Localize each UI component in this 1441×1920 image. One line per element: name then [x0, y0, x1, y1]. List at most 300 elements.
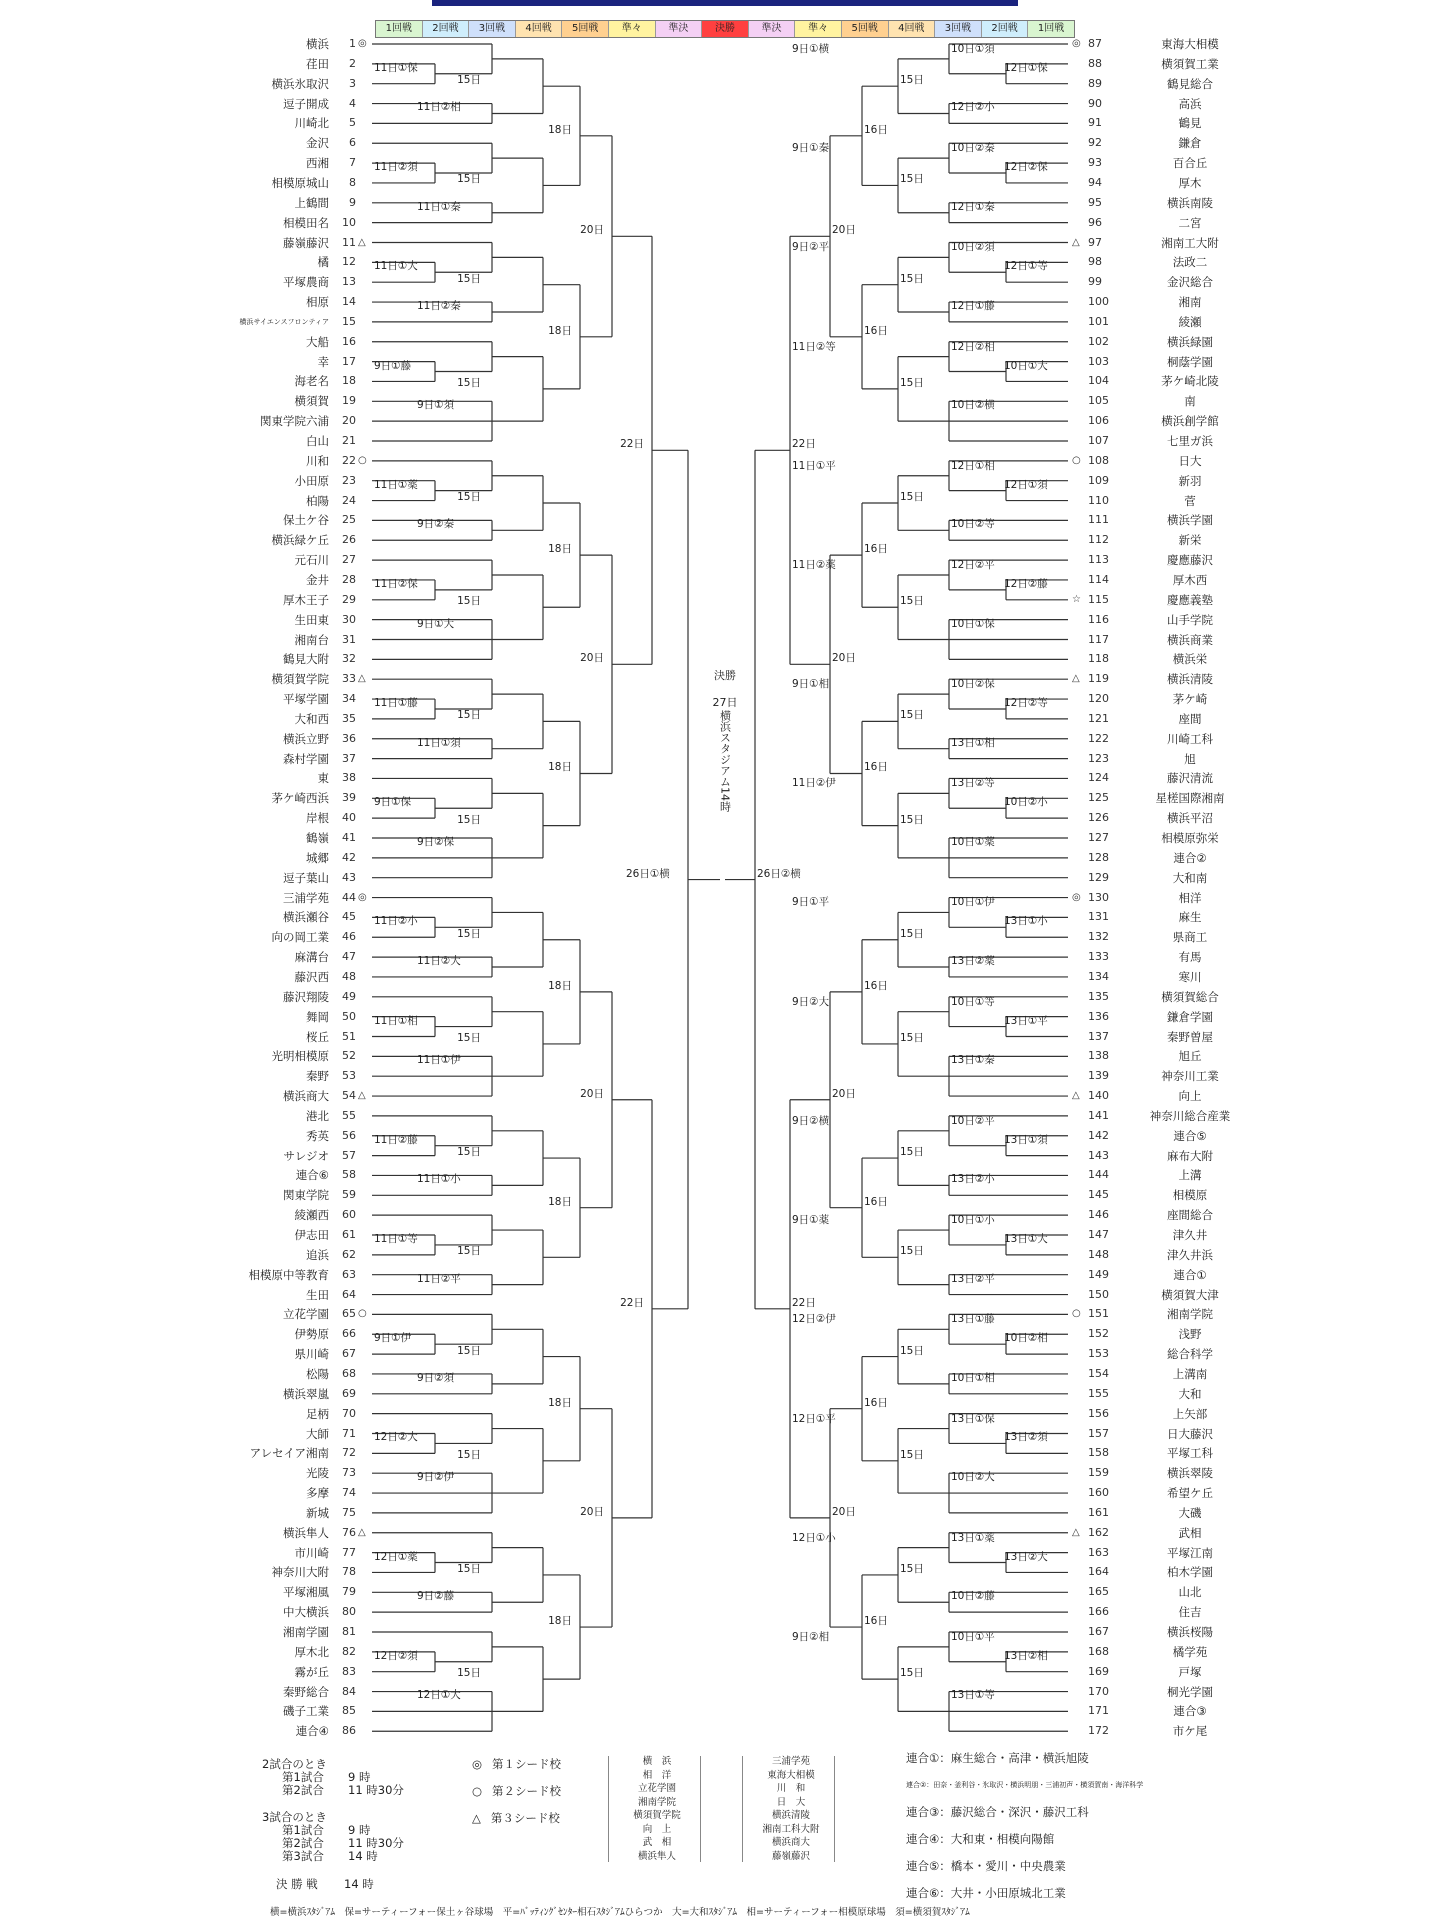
team-name: 茅ケ崎 — [1172, 692, 1208, 707]
game-label: 20日 — [832, 1505, 856, 1518]
team-number: 63 — [342, 1267, 356, 1281]
team-number: 129 — [1088, 870, 1109, 884]
seed-school: 横 浜 — [642, 1756, 672, 1767]
team-number: 60 — [342, 1208, 356, 1222]
team-name: 県商工 — [1172, 930, 1208, 945]
team-name: 大船 — [306, 334, 329, 349]
team-name: 津久井 — [1172, 1228, 1208, 1242]
team-number: 30 — [342, 612, 356, 626]
game-label: 11日②小 — [374, 915, 418, 928]
game-label: 22日 — [620, 438, 644, 451]
team-number: 31 — [342, 632, 356, 646]
game-label: 12日②藤 — [1004, 577, 1048, 590]
team-name: 麻生 — [1178, 910, 1202, 925]
game-label: 13日①保 — [951, 1412, 995, 1425]
game-label: 16日 — [864, 979, 888, 992]
team-number: 3 — [349, 76, 356, 90]
team-name: 横浜桜陽 — [1167, 1625, 1213, 1639]
game-label: 13日①藤 — [951, 1313, 995, 1326]
team-name: 相模原中等教育 — [248, 1267, 329, 1282]
game-label: 16日 — [864, 1615, 888, 1628]
game-label: 15日 — [900, 74, 924, 87]
team-number: 101 — [1088, 314, 1109, 328]
team-number: 170 — [1088, 1684, 1109, 1698]
team-name: 大和 — [1178, 1386, 1202, 1401]
team-number: 83 — [342, 1664, 356, 1678]
game-label: 12日①等 — [1004, 260, 1048, 273]
game-label: 9日①薬 — [792, 1214, 830, 1227]
game-label: 12日①小 — [792, 1531, 836, 1544]
game-label: 11日②秦 — [417, 299, 461, 312]
team-name: 連合⑥ — [295, 1168, 329, 1183]
team-name: アレセイア湘南 — [249, 1446, 329, 1461]
team-name: 七里ガ浜 — [1167, 434, 1213, 448]
game-label: 11日①大 — [374, 260, 418, 273]
game-label: 9日②須 — [417, 1371, 455, 1384]
team-number: 52 — [342, 1049, 356, 1063]
game-label: 15日 — [457, 813, 481, 826]
game-label: 15日 — [457, 491, 481, 504]
team-name: 上溝 — [1178, 1168, 1202, 1183]
team-name: 連合⑤ — [1173, 1128, 1207, 1143]
team-name: 柏陽 — [306, 493, 329, 508]
team-name: 霧が丘 — [294, 1664, 329, 1679]
team-name: 横浜清陵 — [1167, 672, 1213, 687]
game-label: 15日 — [457, 1344, 481, 1357]
game-label: 15日 — [900, 595, 924, 608]
round-cell: 準決 — [656, 21, 703, 37]
team-name: 湘南学園 — [283, 1625, 329, 1639]
team-name: 日大 — [1178, 453, 1202, 468]
team-name: 桜丘 — [306, 1029, 329, 1044]
game-label: 15日 — [900, 1245, 924, 1258]
team-name: 足柄 — [306, 1406, 329, 1421]
team-name: 総合科学 — [1167, 1347, 1213, 1362]
team-name: 横浜栄 — [1172, 652, 1208, 667]
team-number: 142 — [1088, 1128, 1109, 1142]
team-number: 32 — [342, 652, 356, 666]
seed-school: 日 大 — [776, 1796, 806, 1808]
team-number: 121 — [1088, 711, 1109, 725]
game-label: 15日 — [457, 74, 481, 87]
team-name: 白山 — [306, 434, 329, 448]
team-number: 161 — [1088, 1505, 1109, 1519]
seed-school: 東海大相模 — [767, 1769, 815, 1781]
game-label: 16日 — [864, 1396, 888, 1409]
team-number: 80 — [342, 1605, 356, 1619]
team-number: 5 — [349, 116, 356, 130]
team-number: 124 — [1088, 771, 1109, 785]
team-number: 14 — [342, 295, 356, 309]
three-games-title: 3試合のとき — [262, 1810, 327, 1824]
team-number: 137 — [1088, 1029, 1109, 1043]
round-cell: 2回戦 — [982, 21, 1029, 37]
game-label: 11日①等 — [374, 1232, 418, 1245]
game-label: 16日 — [864, 1195, 888, 1208]
game-label: 13日②相 — [1004, 1649, 1048, 1662]
game-label: 10日②横 — [951, 399, 995, 412]
team-name: 横浜翠嵐 — [283, 1386, 329, 1401]
game-label: 10日①保 — [951, 617, 995, 630]
team-name: 関東学院 — [283, 1188, 329, 1203]
game-label: 10日①伊 — [951, 896, 995, 909]
team-number: 102 — [1088, 334, 1109, 348]
team-number: 128 — [1088, 850, 1109, 864]
team-name: 森村学園 — [283, 751, 329, 766]
game-label: 12日①大 — [417, 1689, 461, 1702]
game-label: 12日①須 — [1004, 478, 1048, 491]
seed-mark: △ — [358, 1090, 366, 1102]
team-name: 海老名 — [294, 374, 329, 389]
team-number: 28 — [342, 572, 356, 586]
game-label: 11日①須 — [417, 736, 461, 749]
team-number: 1 — [349, 37, 356, 50]
team-name: 新城 — [306, 1505, 329, 1520]
team-number: 144 — [1088, 1168, 1109, 1182]
team-number: 73 — [342, 1466, 356, 1480]
team-name: 相洋 — [1178, 890, 1202, 905]
team-number: 138 — [1088, 1049, 1109, 1063]
game-label: 10日②保 — [951, 678, 995, 691]
team-name: 伊志田 — [294, 1228, 329, 1242]
seed-mark: ○ — [1072, 454, 1081, 466]
team-name: 連合② — [1173, 850, 1207, 865]
game-label: 26日①横 — [626, 867, 670, 880]
seed-school: 向 上 — [642, 1823, 672, 1835]
team-number: 75 — [342, 1505, 356, 1519]
three-games-t3: 第3試合 — [282, 1849, 324, 1863]
game-label: 15日 — [900, 1344, 924, 1357]
game-label: 15日 — [900, 1562, 924, 1575]
team-name: 光明相模原 — [271, 1049, 329, 1064]
seed-mark: △ — [358, 236, 366, 248]
team-name: 三浦学苑 — [283, 890, 329, 905]
round-cell: 1回戦 — [1028, 21, 1074, 37]
seed-mark: ○ — [358, 454, 367, 466]
seed-school: 湘南工科大附 — [762, 1823, 820, 1835]
team-name: 桐光学園 — [1167, 1684, 1213, 1699]
team-number: 93 — [1088, 156, 1102, 170]
team-number: 65 — [342, 1307, 356, 1321]
game-label: 15日 — [900, 1667, 924, 1680]
round-cell: 1回戦 — [376, 21, 423, 37]
team-name: 寒川 — [1178, 969, 1202, 984]
team-number: 17 — [342, 354, 356, 368]
bracket-paren — [700, 1756, 702, 1862]
game-label: 9日②相 — [792, 1630, 830, 1643]
game-label: 11日②伊 — [792, 777, 836, 790]
team-number: 47 — [342, 950, 356, 964]
team-number: 155 — [1088, 1386, 1109, 1400]
game-label: 9日①保 — [374, 796, 412, 809]
team-number: 37 — [342, 751, 356, 765]
team-number: 166 — [1088, 1605, 1109, 1619]
game-label: 18日 — [548, 123, 572, 136]
game-label: 15日 — [900, 709, 924, 722]
three-games-t1: 第1試合 — [282, 1823, 324, 1837]
team-number: 126 — [1088, 811, 1109, 825]
team-number: 89 — [1088, 76, 1102, 90]
team-number: 51 — [342, 1029, 356, 1043]
team-number: 53 — [342, 1069, 356, 1083]
team-name: 旭 — [1184, 751, 1196, 766]
team-name: 厚木西 — [1172, 572, 1208, 587]
round-cell: 2回戦 — [423, 21, 470, 37]
game-label: 15日 — [457, 1667, 481, 1680]
team-name: 有馬 — [1178, 950, 1202, 965]
round-cell: 3回戦 — [469, 21, 516, 37]
game-label: 13日①相 — [951, 736, 995, 749]
team-number: 66 — [342, 1327, 356, 1341]
team-name: 横浜瀬谷 — [283, 910, 329, 925]
team-number: 167 — [1088, 1625, 1109, 1638]
game-label: 10日①大 — [1004, 359, 1048, 372]
game-label: 10日①平 — [951, 1630, 995, 1643]
seed-school: 横須賀学院 — [633, 1810, 681, 1821]
seed-school: 相 洋 — [642, 1769, 672, 1781]
team-name: 市ケ尾 — [1172, 1724, 1208, 1739]
game-label: 10日②須 — [951, 241, 995, 254]
team-number: 108 — [1088, 453, 1109, 467]
game-label: 11日①相 — [374, 1014, 418, 1027]
team-name: 座間総合 — [1167, 1208, 1213, 1223]
game-label: 13日①平 — [1004, 1014, 1048, 1027]
game-label: 12日②小 — [951, 101, 995, 114]
team-number: 122 — [1088, 731, 1109, 745]
seed-school: 藤嶺藤沢 — [771, 1850, 810, 1862]
game-label: 12日①相 — [951, 459, 995, 472]
final-game-label: 決 勝 戦 — [276, 1877, 318, 1891]
game-label: 16日 — [864, 324, 888, 337]
team-number: 127 — [1088, 831, 1109, 844]
team-number: 159 — [1088, 1466, 1109, 1480]
team-number: 44 — [342, 890, 356, 904]
team-number: 43 — [342, 870, 356, 884]
team-number: 133 — [1088, 950, 1109, 964]
team-name: 秦野 — [306, 1069, 329, 1084]
team-number: 150 — [1088, 1287, 1109, 1301]
two-games-title: 2試合のとき — [262, 1757, 327, 1771]
team-number: 91 — [1088, 116, 1102, 130]
team-name: 連合④ — [295, 1724, 329, 1739]
team-name: 東 — [317, 771, 329, 786]
team-number: 41 — [342, 831, 356, 844]
game-label: 9日①平 — [792, 896, 830, 909]
seed-mark: ○ — [1072, 1308, 1081, 1320]
team-number: 141 — [1088, 1108, 1109, 1122]
game-label: 11日②薬 — [792, 558, 836, 571]
team-number: 34 — [342, 692, 356, 706]
team-number: 146 — [1088, 1208, 1109, 1222]
seed-mark: △ — [1072, 1526, 1080, 1538]
team-number: 139 — [1088, 1069, 1109, 1083]
team-number: 72 — [342, 1446, 356, 1460]
team-number: 9 — [349, 195, 356, 209]
rengo-item: 連合①：麻生総合・高津・横浜旭陵 — [906, 1751, 1089, 1765]
team-name: 山手学院 — [1167, 612, 1213, 627]
game-label: 15日 — [457, 1031, 481, 1044]
game-label: 9日①秦 — [792, 142, 830, 155]
team-name: 金沢総合 — [1167, 275, 1213, 290]
team-name: 法政二 — [1172, 255, 1208, 270]
team-number: 112 — [1088, 533, 1109, 547]
team-number: 143 — [1088, 1148, 1109, 1162]
team-number: 154 — [1088, 1366, 1109, 1380]
team-number: 147 — [1088, 1228, 1109, 1241]
game-label: 15日 — [457, 1562, 481, 1575]
game-label: 13日①薬 — [951, 1531, 995, 1544]
three-games-t2: 第2試合 — [282, 1836, 324, 1850]
game-label: 15日 — [900, 927, 924, 940]
team-number: 119 — [1088, 672, 1109, 686]
game-label: 13日①秦 — [951, 1054, 995, 1067]
rengo-item: 連合⑥：大井・小田原城北工業 — [906, 1886, 1066, 1900]
team-name: 横浜緑ケ丘 — [271, 533, 329, 548]
team-number: 100 — [1088, 295, 1109, 309]
game-label: 18日 — [548, 1396, 572, 1409]
team-number: 56 — [342, 1128, 356, 1142]
team-number: 24 — [342, 493, 356, 507]
team-name: 鶴嶺 — [306, 831, 329, 845]
team-number: 71 — [342, 1426, 356, 1440]
game-label: 20日 — [832, 1087, 856, 1100]
team-name: 浅野 — [1178, 1327, 1202, 1342]
team-number: 13 — [342, 275, 356, 289]
seed-legend-item — [472, 1811, 560, 1825]
game-label: 20日 — [832, 224, 856, 237]
team-number: 171 — [1088, 1704, 1109, 1718]
team-number: 132 — [1088, 930, 1109, 944]
game-label: 22日 — [792, 438, 816, 451]
team-number: 6 — [349, 136, 356, 150]
team-name: 麻布大附 — [1167, 1148, 1213, 1163]
rengo-item: 連合④：大和東・相模向陽館 — [906, 1832, 1055, 1846]
team-number: 86 — [342, 1724, 356, 1738]
game-label: 16日 — [864, 761, 888, 774]
team-name: 光陵 — [306, 1466, 329, 1481]
team-number: 26 — [342, 533, 356, 547]
team-name: 幸 — [317, 354, 329, 369]
team-number: 148 — [1088, 1247, 1109, 1261]
game-label: 13日①大 — [1004, 1232, 1048, 1245]
team-name: 連合③ — [1173, 1704, 1207, 1719]
team-name: 相模田名 — [283, 215, 329, 230]
team-number: 172 — [1088, 1724, 1109, 1738]
team-number: 94 — [1088, 175, 1102, 189]
team-number: 158 — [1088, 1446, 1109, 1460]
game-label: 9日②平 — [792, 241, 830, 254]
team-name: 鶴見総合 — [1167, 76, 1213, 91]
game-label: 11日②保 — [374, 577, 418, 590]
team-name: 百合丘 — [1172, 156, 1208, 171]
team-name: 港北 — [306, 1108, 329, 1123]
game-label: 18日 — [548, 979, 572, 992]
team-name: 平塚湘風 — [283, 1585, 329, 1600]
game-label: 15日 — [900, 376, 924, 389]
team-number: 165 — [1088, 1585, 1109, 1599]
game-label: 20日 — [832, 652, 856, 665]
game-label: 13日②小 — [951, 1173, 995, 1186]
seed-legend-item — [472, 1784, 561, 1798]
team-number: 67 — [342, 1347, 356, 1361]
team-name: 東海大相模 — [1161, 37, 1219, 51]
seed-mark: △ — [358, 673, 366, 685]
game-label: 13日①等 — [951, 1689, 995, 1702]
team-number: 99 — [1088, 275, 1102, 289]
team-name: 横浜平沼 — [1167, 811, 1213, 826]
team-name: 横浜緑園 — [1167, 334, 1213, 349]
team-number: 92 — [1088, 136, 1102, 150]
rengo-item: 連合②：田奈・釜利谷・氷取沢・横浜明朋・三浦初声・横須賀南・海洋科学 — [906, 1781, 1144, 1789]
team-name: 松陽 — [306, 1366, 329, 1381]
seed-mark: △ — [1072, 673, 1080, 685]
team-number: 76 — [342, 1525, 356, 1539]
game-label: 15日 — [457, 272, 481, 285]
bracket-paren — [608, 1756, 610, 1862]
game-label: 13日②薬 — [951, 955, 995, 968]
seed-mark: △ — [1072, 236, 1080, 248]
team-name: 横浜サイエンスフロンティア — [239, 317, 329, 326]
team-name: 向上 — [1178, 1089, 1202, 1104]
team-number: 7 — [349, 156, 356, 170]
team-name: 川崎工科 — [1167, 731, 1213, 746]
team-number: 111 — [1088, 513, 1109, 527]
game-label: 12日①藤 — [951, 299, 995, 312]
game-label: 11日①保 — [374, 61, 418, 74]
team-name: サレジオ — [283, 1148, 329, 1163]
team-name: 相原 — [306, 295, 329, 310]
two-games-g1: 第1試合 — [282, 1770, 324, 1784]
game-label: 12日②保 — [1004, 161, 1048, 174]
round-cell: 4回戦 — [889, 21, 936, 37]
game-label: 11日①伊 — [417, 1054, 461, 1067]
game-label: 9日①伊 — [374, 1332, 412, 1345]
team-name: 岸根 — [306, 811, 329, 826]
round-cell: 4回戦 — [516, 21, 563, 37]
team-name: 市川崎 — [294, 1545, 329, 1560]
game-label: 9日①藤 — [374, 359, 412, 372]
seed-legend-text: 第１シード校 — [492, 1757, 562, 1771]
team-name: 逗子開成 — [283, 96, 329, 111]
team-number: 117 — [1088, 632, 1109, 646]
game-label: 15日 — [457, 595, 481, 608]
team-number: 153 — [1088, 1347, 1109, 1361]
team-name: 橘 — [317, 255, 329, 270]
seed-legend-text: 第３シード校 — [490, 1811, 560, 1825]
team-number: 61 — [342, 1228, 356, 1241]
game-label: 18日 — [548, 543, 572, 556]
game-label: 13日①須 — [1004, 1133, 1048, 1146]
team-name: 茅ケ崎西浜 — [271, 791, 329, 806]
team-name: 菅 — [1184, 493, 1196, 508]
team-number: 163 — [1088, 1545, 1109, 1559]
team-name: 保土ケ谷 — [283, 513, 329, 528]
game-label: 22日 — [620, 1296, 644, 1309]
team-name: 関東学院六浦 — [260, 414, 329, 429]
team-number: 33 — [342, 672, 356, 686]
team-name: 麻溝台 — [294, 950, 329, 965]
game-label: 20日 — [580, 652, 604, 665]
team-name: 希望ケ丘 — [1167, 1486, 1213, 1501]
game-label: 10日②藤 — [951, 1590, 995, 1603]
seed-mark: ◎ — [1072, 891, 1081, 903]
team-number: 120 — [1088, 692, 1109, 706]
team-number: 48 — [342, 969, 356, 983]
three-games-t3-time: 14 時 — [348, 1849, 378, 1863]
team-name: 日大藤沢 — [1167, 1426, 1213, 1441]
team-number: 97 — [1088, 235, 1102, 249]
team-name: 厚木北 — [294, 1644, 329, 1659]
